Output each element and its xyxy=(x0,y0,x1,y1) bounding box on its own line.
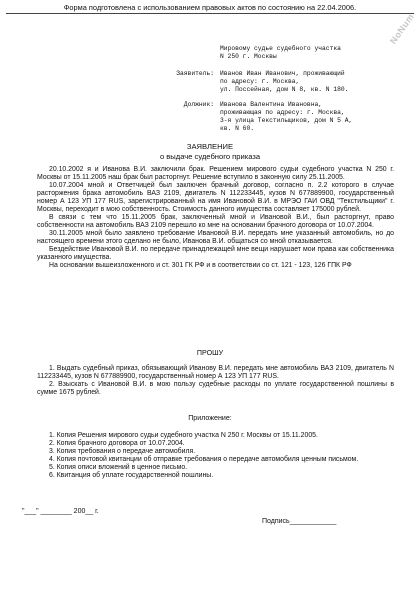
body-paragraph: В связи с тем что 15.11.2005 брак, заключенный мной и Ивановой В.И., был расторгнут, право собственности на автомобиль ВАЗ 2109 перешло ко мне на основании брачного договора от 10.07.2004. xyxy=(37,214,394,229)
body-paragraph: 30.11.2005 мной было заявлено требование Ивановой В.И. передать мне указанный автомобиль, но до настоящего времени этого сделано не было, Иванова В.И. общаться со мной отказывается. xyxy=(37,230,394,245)
request-list xyxy=(37,365,394,397)
attachments-heading: Приложение: xyxy=(188,414,232,422)
debtor-line: Иванова Валентина Ивановна, xyxy=(220,101,323,108)
header-note: Форма подготовлена с использованием правовых актов по состоянию на 22.04.2006. xyxy=(6,3,414,14)
applicant-line: по адресу: г. Москва, xyxy=(220,78,300,85)
signature-line: Подпись____________ xyxy=(262,518,337,525)
request-item: 1. Выдать судебный приказ, обязывающий Иванову В.И. передать мне автомобиль ВАЗ 2109, двигатель N 112233445, кузов N 677889900, государственный номер А 123 УП 177 RUS. xyxy=(37,365,394,380)
court-line: Мировому судье судебного участка xyxy=(220,45,341,52)
attachment-item: 3. Копия требования о передаче автомобиля. xyxy=(49,448,196,455)
attachment-item: 2. Копия брачного договора от 10.07.2004. xyxy=(49,440,185,447)
body-paragraph: На основании вышеизложенного и ст. 301 ГК РФ и в соответствии со ст. 121 - 123, 126 ГПК РФ xyxy=(49,262,352,269)
debtor-line: 3-я улица Текстильщиков, дом N 5 А, xyxy=(220,117,353,124)
body-paragraph: 20.10.2002 я и Иванова В.И. заключили брак. Решением мирового судьи судебного участка N 250 г. Москвы от 15.11.2005 наш брак был расторгнут. Решение вступило в законную силу 25.11.2005. xyxy=(37,166,394,181)
watermark: NoNum xyxy=(388,11,416,46)
attachment-item: 6. Квитанция об уплате государственной пошлины. xyxy=(49,472,214,479)
date-line: "___" ________ 200__ г. xyxy=(22,508,99,515)
body-paragraph: 10.07.2004 мной и Ответчицей был заключен брачный договор, согласно п. 2.2 которого в случае расторжения брака автомобиль ВАЗ 2109, двигатель N 112233445, кузов N 677889900, государственный номер А 123 УП 177 RUS, зарегистрированный на имя Ивановой В.И. в МРЭО ГАИ ОВД "Текстильщики" г. Москвы, переходит в мою собственность. Стоимость данного имущества составляет 175000 рублей. xyxy=(37,182,394,213)
body-paragraph: Бездействие Ивановой В.И. по передаче принадлежащей мне вещи нарушает мои права как собственника указанного имущества. xyxy=(37,246,394,261)
statement-body xyxy=(37,166,394,270)
debtor-label: Должник: xyxy=(183,101,214,108)
debtor-line: проживающая по адресу: г. Москва, xyxy=(220,109,345,116)
court-line: N 250 г. Москвы xyxy=(220,53,277,60)
applicant-label: Заявитель: xyxy=(176,70,214,77)
attachments-list xyxy=(37,432,394,480)
attachment-item: 1. Копия Решения мирового судьи судебного участка N 250 г. Москвы от 15.11.2005. xyxy=(49,432,318,439)
debtor-line: кв. N 60. xyxy=(220,125,255,132)
applicant-line: ул. Поссейная, дом N 8, кв. N 180. xyxy=(220,86,349,93)
attachment-item: 5. Копия описи вложений в ценное письмо. xyxy=(49,464,188,471)
request-item: 2. Взыскать с Ивановой В.И. в мою пользу судебные расходы по уплате государственной пошлины в сумме 1675 рублей. xyxy=(37,381,394,396)
applicant-line: Иванов Иван Иванович, проживающий xyxy=(220,70,345,77)
document-title: ЗАЯВЛЕНИЕ xyxy=(186,142,234,151)
request-heading: ПРОШУ xyxy=(196,349,224,357)
attachment-item: 4. Копия почтовой квитанции об отправке требования о передаче автомобиля ценным письмом. xyxy=(49,456,359,463)
document-subtitle: о выдаче судебного приказа xyxy=(159,152,261,161)
